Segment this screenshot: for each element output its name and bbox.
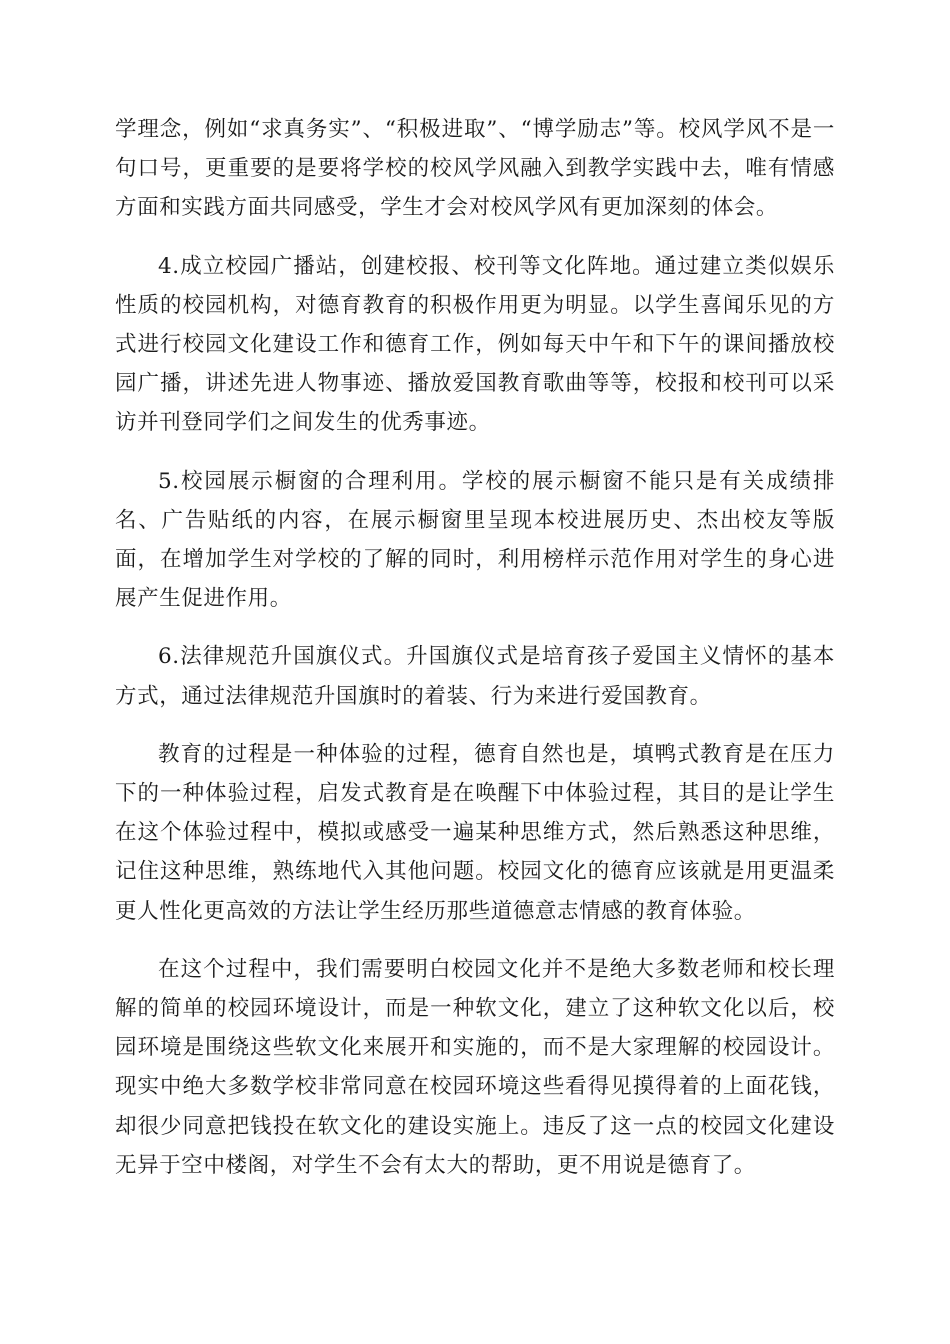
paragraph-item-6: 6.法律规范升国旗仪式。升国旗仪式是培育孩子爱国主义情怀的基本方式，通过法律规范升国旗时的着装、行为来进行爱国教育。 [115, 644, 835, 709]
document-body [115, 110, 835, 1204]
paragraph-education-process: 教育的过程是一种体验的过程，德育自然也是，填鸭式教育是在压力下的一种体验过程，启发式教育是在唤醒下中体验过程，其目的是让学生在这个体验过程中，模拟或感受一遍某种思维方式，然后熟悉这种思维，记住这种思维，熟练地代入其他问题。校园文化的德育应该就是用更温柔更人性化更高效的方法让学生经历那些道德意志情感的教育体验。 [115, 741, 835, 924]
paragraph-continuation: 学理念，例如“求真务实”、“积极进取”、“博学励志”等。校风学风不是一句口号，更重要的是要将学校的校风学风融入到教学实践中去，唯有情感方面和实践方面共同感受，学生才会对校风学风有更加深刻的体会。 [115, 117, 835, 221]
paragraph-soft-culture: 在这个过程中，我们需要明白校园文化并不是绝大多数老师和校长理解的简单的校园环境设计，而是一种软文化，建立了这种软文化以后，校园环境是围绕这些软文化来展开和实施的，而不是大家理解的校园设计。现实中绝大多数学校非常同意在校园环境这些看得见摸得着的上面花钱，却很少同意把钱投在软文化的建设实施上。违反了这一点的校园文化建设无异于空中楼阁，对学生不会有太大的帮助，更不用说是德育了。 [115, 956, 835, 1178]
paragraph-item-4: 4.成立校园广播站，创建校报、校刊等文化阵地。通过建立类似娱乐性质的校园机构，对德育教育的积极作用更为明显。以学生喜闻乐见的方式进行校园文化建设工作和德育工作，例如每天中午和下午的课间播放校园广播，讲述先进人物事迹、播放爱国教育歌曲等等，校报和校刊可以采访并刊登同学们之间发生的优秀事迹。 [115, 253, 835, 436]
paragraph-item-5: 5.校园展示橱窗的合理利用。学校的展示橱窗不能只是有关成绩排名、广告贴纸的内容，在展示橱窗里呈现本校进展历史、杰出校友等版面，在增加学生对学校的了解的同时，利用榜样示范作用对学生的身心进展产生促进作用。 [115, 468, 835, 612]
